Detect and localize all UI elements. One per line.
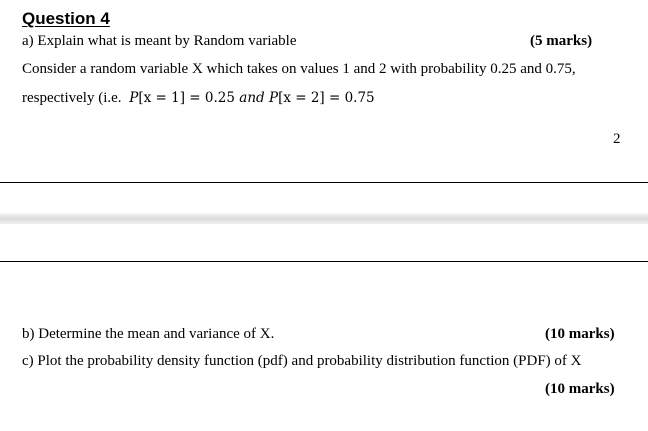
part-c-marks: (10 marks) [545, 381, 615, 397]
part-b-marks: (10 marks) [545, 326, 615, 342]
p2-expression: [x = 2] = 0.75 [278, 90, 375, 106]
and-word: and [239, 90, 265, 106]
respectively-line [22, 90, 375, 107]
p2-symbol: P [268, 90, 279, 106]
question-heading: Question 4 [22, 9, 110, 28]
probability-formula [129, 90, 374, 106]
part-a-marks: (5 marks) [530, 33, 593, 49]
consider-line: Consider a random variable X which takes on values 1 and 2 with probability 0.25 and 0.75, [22, 61, 576, 77]
p1-symbol: P [129, 90, 139, 106]
page-gap [0, 212, 648, 224]
part-a-text: a) Explain what is meant by Random variable [22, 33, 297, 49]
p1-expression: [x = 1] = 0.25 [138, 90, 235, 106]
page-top-rule [0, 261, 648, 262]
part-c-text: c) Plot the probability density function (pdf) and probability distribution function (PDF) of X [22, 353, 582, 369]
page-bottom-rule [0, 182, 648, 183]
respectively-prefix: respectively (i.e. [22, 90, 122, 106]
page-number: 2 [613, 131, 621, 147]
part-b-text: b) Determine the mean and variance of X. [22, 326, 275, 342]
